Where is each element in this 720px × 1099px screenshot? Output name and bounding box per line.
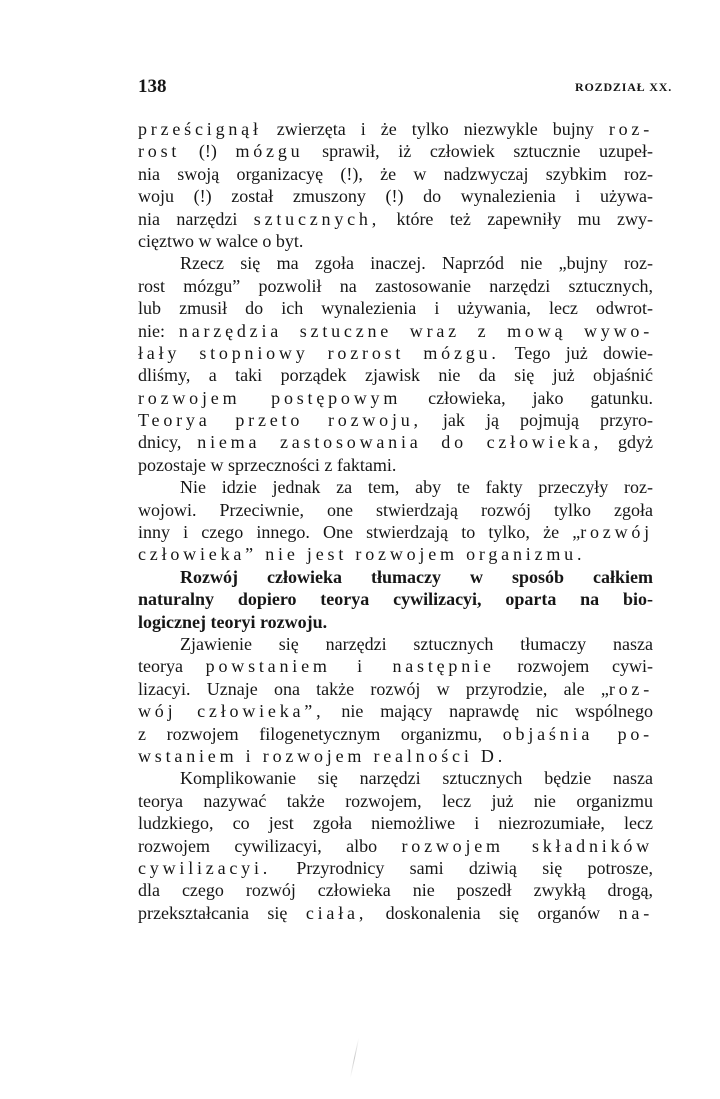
body-text	[138, 118, 653, 924]
spaced-emphasis: sztucznych,	[253, 208, 381, 229]
text-line	[138, 790, 653, 812]
text-run: logicznej teoryi rozwoju.	[138, 611, 328, 632]
text-run: teorya nazywać także rozwojem, lecz już nie organizmu	[138, 790, 653, 811]
text-run: doskonalenia się organów	[367, 902, 619, 923]
text-line	[138, 476, 653, 498]
text-run: Rzecz się ma zgoła inaczej. Naprzód nie „bujny roz‑	[180, 253, 653, 274]
text-run: naturalny dopiero teorya cywilizacyi, oparta na bio‑	[138, 589, 653, 610]
text-line	[138, 499, 653, 521]
text-line	[138, 723, 653, 745]
text-run: inny i czego innego. One stwierdzają to tylko, że „	[138, 522, 581, 543]
spaced-emphasis: powstaniem i następnie	[205, 656, 495, 677]
text-run: jak ją pojmują przyro‑	[421, 410, 653, 431]
spaced-emphasis: roz‑	[608, 678, 653, 699]
text-run: ludzkiego, co jest zgoła niemożliwe i niezrozumiałe, lecz	[138, 813, 653, 834]
text-run: przekształcania się	[138, 902, 306, 923]
text-line	[138, 521, 653, 543]
text-run: zwierzęta i że tylko niezwykle bujny	[261, 119, 609, 139]
text-line	[138, 163, 653, 185]
text-run: Tego już dowie‑	[499, 342, 653, 363]
text-line	[138, 140, 653, 162]
text-line	[138, 902, 653, 924]
text-run: Komplikowanie się narzędzi sztucznych będzie nasza	[180, 768, 653, 789]
text-run: dnicy,	[138, 432, 198, 453]
text-run: Rozwój człowieka tłumaczy w sposób całkiem	[180, 566, 653, 587]
text-run: dla czego rozwój człowieka nie poszedł zwykłą drogą,	[138, 880, 653, 901]
text-run: sprawił, iż człowiek sztucznie uzupeł‑	[303, 141, 653, 162]
text-line	[138, 588, 653, 610]
text-run: rost mózgu” pozwolił na zastosowanie narzędzi sztucznych,	[138, 275, 653, 296]
spaced-emphasis: rost	[138, 141, 181, 162]
text-run: Przyrodnicy sami dziwią się potrosze,	[271, 857, 653, 878]
spaced-emphasis: roz‑	[608, 119, 653, 139]
text-run: pozostaje w sprzeczności z faktami.	[138, 454, 397, 475]
spaced-emphasis: prześcignął	[138, 119, 262, 139]
text-line	[138, 252, 653, 274]
spaced-emphasis: Teorya przeto rozwoju,	[138, 410, 422, 431]
text-run: z rozwojem filogenetycznym organizmu,	[138, 723, 503, 744]
text-line	[138, 230, 653, 252]
spaced-emphasis: łały stopniowy rozrost mózgu.	[138, 342, 500, 363]
text-line	[138, 454, 653, 476]
text-line	[138, 275, 653, 297]
text-line	[138, 297, 653, 319]
text-line	[138, 678, 653, 700]
text-run: teorya	[138, 656, 206, 677]
text-line	[138, 185, 653, 207]
text-line	[138, 655, 653, 677]
text-line	[138, 767, 653, 789]
spaced-emphasis: wstaniem i rozwojem realności D.	[138, 745, 507, 766]
page-number: 138	[138, 76, 167, 97]
text-line	[138, 566, 653, 588]
text-run: lub zmusił do ich wynalezienia i używania, lecz odwrot‑	[138, 298, 653, 319]
text-run: nia swoją organizacyę (!), że w nadzwyczaj szybkim roz‑	[138, 163, 653, 184]
text-run: cięztwo w walce o byt.	[138, 230, 304, 251]
text-line	[138, 342, 653, 364]
text-line	[138, 431, 653, 453]
text-run: (!)	[180, 141, 236, 162]
spaced-emphasis: cywilizacyi.	[138, 857, 272, 878]
text-run: gdyż	[602, 432, 653, 453]
scan-mark	[350, 1038, 359, 1077]
spaced-emphasis: objaśnia po‑	[502, 723, 653, 744]
text-run: wojowi. Przeciwnie, one stwierdzają rozwój tylko zgoła	[138, 499, 653, 520]
spaced-emphasis: niema zastosowania do człowieka,	[197, 432, 603, 453]
spaced-emphasis: człowieka” nie jest rozwojem organizmu.	[138, 544, 586, 565]
text-run: lizacyi. Uznaje ona także rozwój w przyrodzie, ale „	[138, 678, 609, 699]
text-line	[138, 745, 653, 767]
text-line	[138, 118, 653, 140]
spaced-emphasis: na‑	[618, 902, 653, 923]
text-line	[138, 543, 653, 565]
text-line	[138, 700, 653, 722]
text-line	[138, 812, 653, 834]
spaced-emphasis: rozwojem postępowym	[138, 387, 402, 408]
text-line	[138, 633, 653, 655]
text-run: rozwojem cywi‑	[494, 656, 653, 677]
spaced-emphasis: narzędzia sztuczne wraz z mową wywo‑	[178, 320, 653, 341]
text-run: nie mający naprawdę nic wspólnego	[324, 701, 653, 722]
spaced-emphasis: wój człowieka”,	[138, 701, 325, 722]
text-line	[138, 387, 653, 409]
text-line	[138, 320, 653, 342]
text-line	[138, 208, 653, 230]
text-run: dliśmy, a taki porządek zjawisk nie da się już objaśnić	[138, 365, 653, 386]
text-run: woju (!) został zmuszony (!) do wynalezienia i używa‑	[138, 186, 653, 207]
spaced-emphasis: ciała,	[305, 902, 368, 923]
text-run: które też zapewniły mu zwy‑	[380, 208, 653, 229]
running-title: ROZDZIAŁ XX.	[575, 80, 672, 94]
text-line	[138, 409, 653, 431]
spaced-emphasis: rozwój	[580, 522, 653, 543]
text-run: Zjawienie się narzędzi sztucznych tłumaczy nasza	[180, 633, 653, 654]
text-run: nia narzędzi	[138, 208, 254, 229]
spaced-emphasis: rozwojem składników	[401, 835, 653, 856]
spaced-emphasis: mózgu	[235, 141, 304, 162]
text-line	[138, 835, 653, 857]
text-run: człowieka, jako gatunku.	[401, 387, 653, 408]
text-line	[138, 879, 653, 901]
text-run: rozwojem cywilizacyi, albo	[138, 835, 402, 856]
text-run: nie:	[138, 320, 179, 341]
page-header	[138, 76, 672, 100]
text-line	[138, 364, 653, 386]
text-run: Nie idzie jednak za tem, aby te fakty przeczyły roz‑	[180, 477, 653, 498]
text-line	[138, 857, 653, 879]
text-line	[138, 611, 653, 633]
